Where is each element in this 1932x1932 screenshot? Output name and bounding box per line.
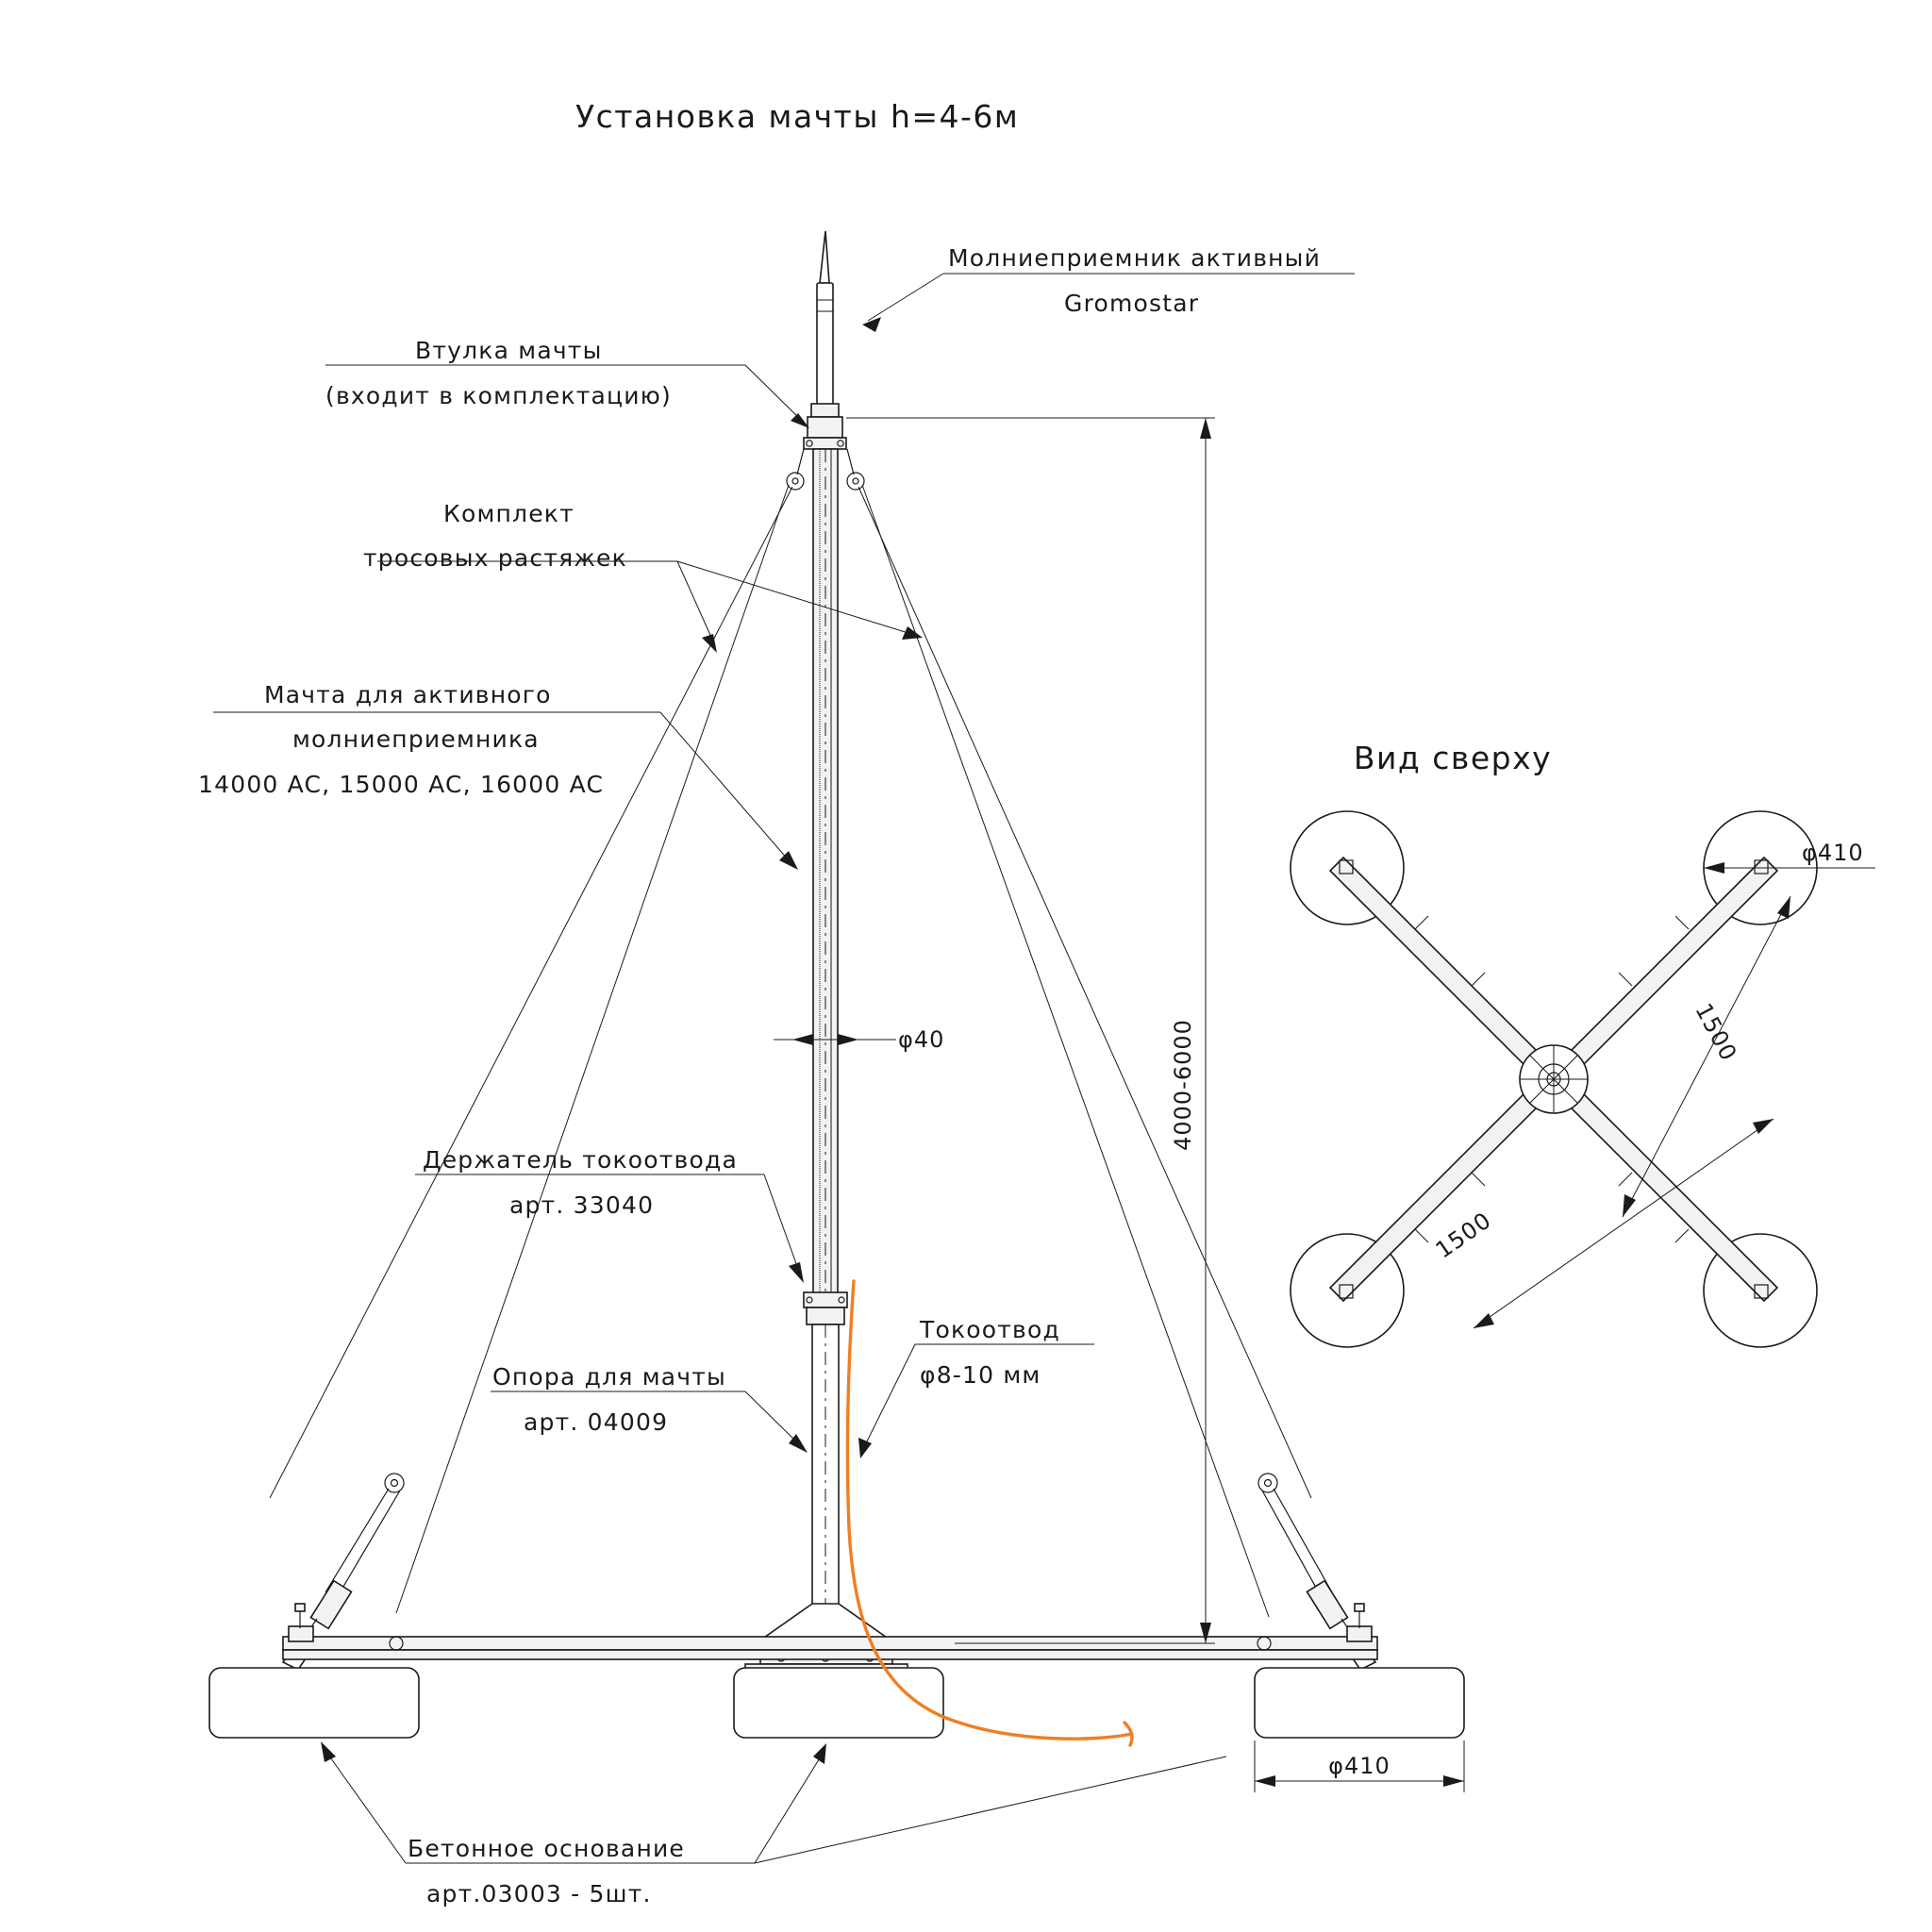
callout-downconductor-holder [415,1146,804,1283]
label-concrete-line1: Бетонное основание [408,1835,686,1862]
mast-tube [813,449,838,1298]
top-view-title: Вид сверху [1353,740,1553,776]
label-guy-set-line1: Комплект [443,500,575,527]
front-view-dimensions [774,418,1464,1792]
label-guy-set-line2: тросовых растяжек [363,544,627,572]
label-mast-line2: молниеприемника [292,725,540,753]
callout-downconductor [858,1316,1094,1458]
label-support-line2: арт. 04009 [524,1408,669,1436]
label-mast-line3: 14000 AC, 15000 AC, 16000 AC [198,771,605,798]
dimension-base-diameter-top: φ410 [1802,840,1864,866]
mast-support [745,1307,908,1675]
drawing-title: Установка мачты h=4-6м [575,98,1020,135]
top-view [1291,811,1875,1347]
front-view [209,231,1464,1745]
callout-concrete-base [321,1741,1226,1907]
dimension-arm-right: 1500 [1690,998,1742,1066]
label-mast-bushing-line1: Втулка мачты [415,337,603,364]
dimension-arm-right-group [1623,896,1790,1217]
guy-cables [270,485,1311,1617]
concrete-bases [209,1668,1464,1738]
downconductor-holder [804,1292,847,1307]
callout-mast [198,681,798,870]
air-terminal [811,231,839,417]
label-holder-line1: Держатель токоотвода [423,1146,738,1174]
top-center-hub [1520,1045,1588,1113]
label-downconductor-line2: φ8-10 мм [920,1361,1041,1389]
callout-mast-bushing [325,337,809,428]
label-holder-line2: арт. 33040 [509,1191,655,1219]
label-downconductor-line1: Токоотвод [920,1316,1060,1343]
mast-bushing [804,417,846,449]
label-support-line1: Опора для мачты [492,1363,726,1391]
label-air-terminal-line2: Gromostar [1064,290,1200,317]
label-mast-line1: Мачта для активного [264,681,552,708]
label-air-terminal-line1: Молниеприемник активный [948,244,1322,272]
dimension-mast-diameter: φ40 [898,1026,945,1053]
callout-guy-set [363,500,923,653]
dimension-height: 4000-6000 [1170,1019,1196,1151]
dimension-arm-left: 1500 [1430,1207,1497,1264]
label-concrete-line2: арт.03003 - 5шт. [426,1880,652,1907]
label-mast-bushing-line2: (входит в комплектацию) [325,382,672,409]
callout-air-terminal [862,244,1355,332]
dimension-base-diameter-front: φ410 [1328,1753,1391,1779]
callout-mast-support [491,1363,808,1453]
